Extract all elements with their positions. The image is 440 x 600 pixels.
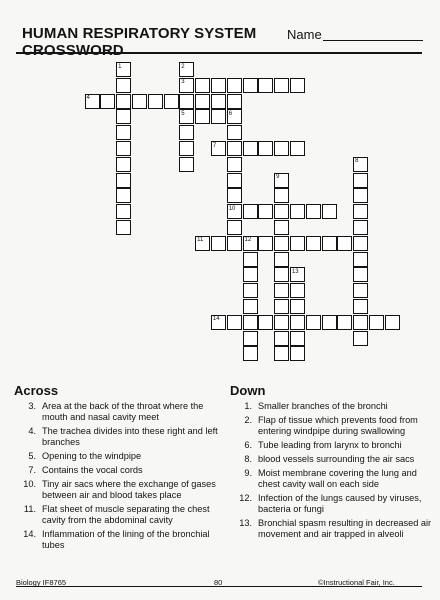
crossword-cell[interactable] [179,78,194,93]
crossword-cell[interactable] [353,299,368,314]
clue-item [230,493,440,515]
crossword-cell[interactable] [274,346,289,361]
crossword-cell[interactable] [322,315,337,330]
crossword-cell[interactable] [274,173,289,188]
crossword-cell[interactable] [116,109,131,124]
crossword-cell[interactable] [290,315,305,330]
crossword-cell[interactable] [353,220,368,235]
crossword-cell[interactable] [227,125,242,140]
clue-number: 4. [28,426,36,436]
crossword-cell[interactable] [100,94,115,109]
crossword-cell[interactable] [227,204,242,219]
crossword-cell[interactable] [227,236,242,251]
clue-item [230,518,440,540]
crossword-cell[interactable] [258,78,273,93]
crossword-cell[interactable] [290,299,305,314]
clue-item [14,426,224,448]
footer-copyright: ©Instructional Fair, Inc. [318,578,395,587]
clue-text: Opening to the windpipe [42,451,142,461]
crossword-cell[interactable] [353,188,368,203]
crossword-cell[interactable] [227,157,242,172]
across-section [14,384,224,554]
crossword-cell[interactable] [290,331,305,346]
crossword-cell[interactable] [274,252,289,267]
clue-item [14,479,224,501]
clue-text: Flap of tissue which prevents food from entering windpipe during swallowing [258,415,418,436]
crossword-cell[interactable] [211,94,226,109]
bottom-rule [16,586,422,587]
crossword-cell[interactable] [258,141,273,156]
clue-item [230,440,440,451]
clue-number: 14. [23,529,36,539]
clue-text: Contains the vocal cords [42,465,143,475]
crossword-cell[interactable] [337,236,352,251]
crossword-cell[interactable] [290,141,305,156]
crossword-cell[interactable] [290,346,305,361]
clue-number-label: 5 [181,110,185,117]
crossword-cell[interactable] [243,331,258,346]
crossword-cell[interactable] [148,94,163,109]
clue-text: Infection of the lungs caused by viruses, bacteria or fungi [258,493,422,514]
crossword-cell[interactable] [195,109,210,124]
crossword-cell[interactable] [243,299,258,314]
clue-number: 3. [28,401,36,411]
crossword-cell[interactable] [116,220,131,235]
crossword-cell[interactable] [274,188,289,203]
crossword-cell[interactable] [227,78,242,93]
clue-number-label: 7 [212,142,217,149]
crossword-cell[interactable] [290,78,305,93]
crossword-cell[interactable] [243,236,258,251]
crossword-cell[interactable] [353,267,368,282]
crossword-cell[interactable] [179,157,194,172]
clue-number: 1. [244,401,252,411]
clue-item [14,451,224,462]
crossword-cell[interactable] [353,252,368,267]
crossword-cell[interactable] [116,62,131,77]
crossword-cell[interactable] [258,315,273,330]
across-clue-list [14,401,224,551]
crossword-cell[interactable] [195,236,210,251]
clue-item [14,401,224,423]
crossword-cell[interactable] [353,315,368,330]
crossword-cell[interactable] [243,252,258,267]
crossword-cell[interactable] [227,315,242,330]
crossword-cell[interactable] [195,78,210,93]
crossword-cell[interactable] [243,204,258,219]
crossword-cell[interactable] [353,236,368,251]
crossword-cell[interactable] [227,141,242,156]
clue-item [14,504,224,526]
clue-item [230,401,440,412]
clue-number-label: 2 [181,63,185,70]
crossword-cell[interactable] [353,173,368,188]
crossword-cell[interactable] [306,315,321,330]
crossword-cell[interactable] [274,204,289,219]
crossword-cell[interactable] [227,109,242,124]
clue-text: Inflammation of the lining of the bronchial tubes [42,529,210,550]
clue-text: Moist membrane covering the lung and chest cavity wall on each side [258,468,417,489]
clue-number-label: 10 [228,205,236,212]
crossword-cell[interactable] [211,109,226,124]
crossword-cell[interactable] [274,78,289,93]
crossword-cell[interactable] [227,94,242,109]
crossword-cell[interactable] [243,346,258,361]
crossword-cell[interactable] [243,267,258,282]
crossword-cell[interactable] [211,315,226,330]
clue-number: 7. [28,465,36,475]
clue-number: 9. [244,468,252,478]
clue-number-label: 6 [228,110,233,117]
clue-item [14,465,224,476]
crossword-cell[interactable] [195,94,210,109]
clue-number-label: 4 [86,95,90,102]
clue-text: Bronchial spasm resulting in decreased air movement and air trapped in alveoli [258,518,432,539]
crossword-cell[interactable] [227,188,242,203]
clue-number: 8. [244,454,252,464]
crossword-cell[interactable] [179,141,194,156]
crossword-cell[interactable] [243,78,258,93]
clue-number-label: 3 [181,79,185,86]
clue-number: 11. [23,504,36,514]
crossword-cell[interactable] [179,94,194,109]
crossword-cell[interactable] [211,78,226,93]
crossword-cell[interactable] [116,157,131,172]
page-title: HUMAN RESPIRATORY SYSTEM CROSSWORD [22,25,257,59]
crossword-cell[interactable] [274,315,289,330]
crossword-cell[interactable] [116,173,131,188]
clue-number: 2. [244,415,252,425]
crossword-cell[interactable] [211,236,226,251]
clue-number: 12. [239,493,252,503]
crossword-cell[interactable] [258,236,273,251]
crossword-cell[interactable] [290,283,305,298]
crossword-cell[interactable] [85,94,100,109]
name-label: Name [287,27,322,42]
crossword-cell[interactable] [116,125,131,140]
crossword-cell[interactable] [227,220,242,235]
crossword-cell[interactable] [164,94,179,109]
crossword-cell[interactable] [258,204,273,219]
footer-page-number: 80 [214,578,223,587]
crossword-cell[interactable] [290,267,305,282]
crossword-cell[interactable] [353,331,368,346]
crossword-cell[interactable] [322,204,337,219]
crossword-cell[interactable] [337,315,352,330]
clue-number: 6. [244,440,252,450]
footer-book: Biology IF8765 [16,578,67,587]
clue-text: Tiny air sacs where the exchange of gases between air and blood takes place [42,479,216,500]
crossword-cell[interactable] [227,173,242,188]
crossword-cell[interactable] [211,141,226,156]
clue-item [230,415,440,437]
crossword-cell[interactable] [353,157,368,172]
crossword-cell[interactable] [306,236,321,251]
crossword-cell[interactable] [274,331,289,346]
clue-number-label: 14 [212,316,220,323]
crossword-cell[interactable] [274,220,289,235]
clue-item [14,529,224,551]
clue-text: Area at the back of the throat where the mouth and nasal cavity meet [42,401,204,422]
crossword-cell[interactable] [274,236,289,251]
clue-text: Smaller branches of the bronchi [258,401,388,411]
crossword-cell[interactable] [274,299,289,314]
crossword-cell[interactable] [353,283,368,298]
crossword-cell[interactable] [306,204,321,219]
down-clue-list [230,401,440,540]
clue-item [230,468,440,490]
clue-text: Flat sheet of muscle separating the chest cavity from the abdominal cavity [42,504,210,525]
crossword-cell[interactable] [274,267,289,282]
down-section [230,384,440,543]
clue-number: 13. [239,518,252,528]
crossword-cell[interactable] [274,141,289,156]
crossword-cell[interactable] [385,315,400,330]
crossword-cell[interactable] [290,204,305,219]
clue-number-label: 9 [276,174,280,181]
crossword-cell[interactable] [369,315,384,330]
clue-item [230,454,440,465]
clue-number-label: 12 [244,237,252,244]
clue-text: Tube leading from larynx to bronchi [258,440,402,450]
clue-number-label: 1 [118,63,122,70]
crossword-cell[interactable] [322,236,337,251]
crossword-cell[interactable] [116,141,131,156]
crossword-cell[interactable] [116,204,131,219]
clue-number-label: 13 [291,268,299,275]
clue-text: blood vessels surrounding the air sacs [258,454,415,464]
crossword-cell[interactable] [274,283,289,298]
crossword-cell[interactable] [243,283,258,298]
crossword-cell[interactable] [116,188,131,203]
crossword-cell[interactable] [353,204,368,219]
clue-number: 10. [23,479,36,489]
crossword-cell[interactable] [179,62,194,77]
crossword-cell[interactable] [290,236,305,251]
down-heading: Down [230,383,266,398]
crossword-cell[interactable] [179,125,194,140]
across-heading: Across [14,383,59,398]
clue-text: The trachea divides into these right and left branches [42,426,218,447]
crossword-cell[interactable] [116,94,131,109]
crossword-cell[interactable] [243,141,258,156]
crossword-cell[interactable] [116,78,131,93]
clue-number-label: 11 [197,237,204,244]
crossword-cell[interactable] [132,94,147,109]
clue-number-label: 8 [355,158,359,165]
clue-number: 5. [28,451,36,461]
crossword-cell[interactable] [243,315,258,330]
crossword-cell[interactable] [179,109,194,124]
